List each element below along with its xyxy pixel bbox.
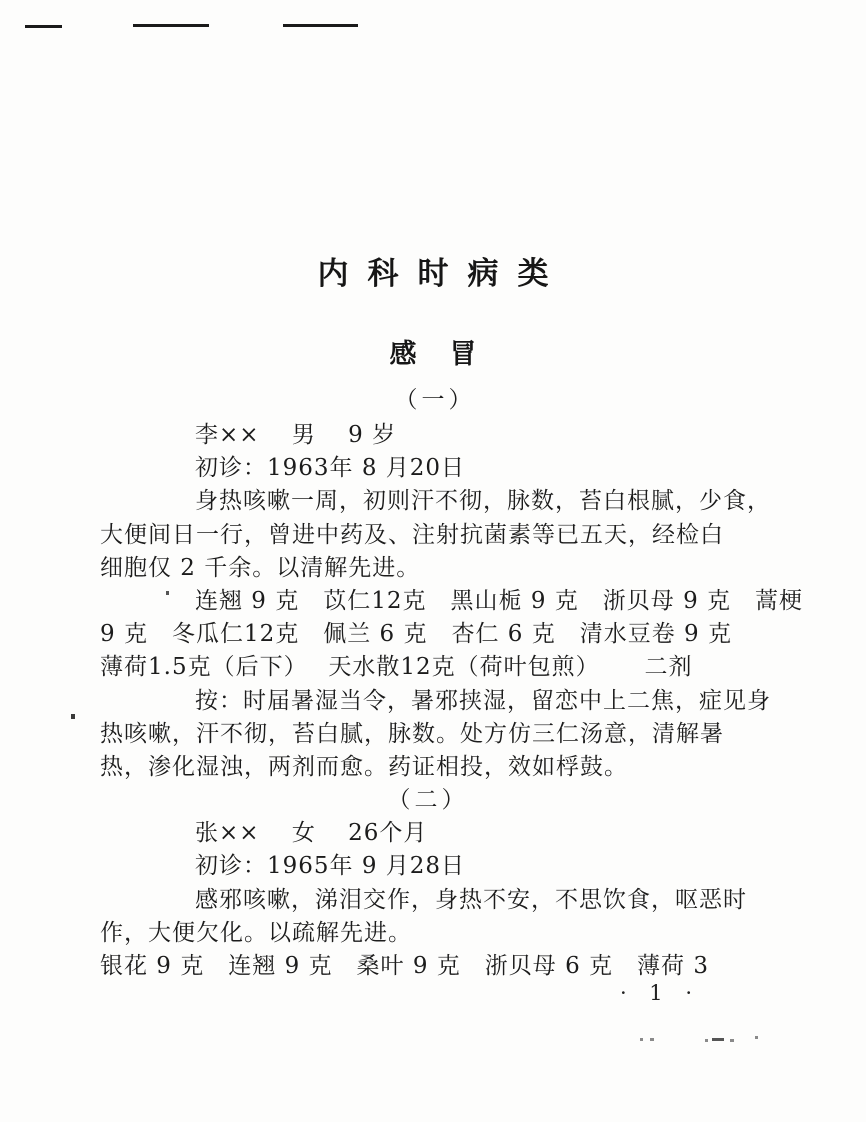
symptom-text-line: 细胞仅 2 千余。以清解先进。 [100, 554, 421, 581]
scan-speck [755, 1036, 758, 1039]
first-visit-date-line: 初诊：1965年 9 月28日 [195, 853, 466, 880]
prescription-line: 9 克 冬瓜仁12克 佩兰 6 克 杏仁 6 克 清水豆卷 9 克 [100, 621, 732, 648]
case-one-label: （一） [394, 387, 476, 413]
scan-speck [640, 1038, 643, 1041]
prescription-line: 薄荷1.5克（后下） 天水散12克（荷叶包煎） 二剂 [100, 654, 693, 681]
scan-speck [650, 1038, 654, 1041]
symptom-text-line: 作，大便欠化。以疏解先进。 [100, 919, 412, 946]
prescription-line: 银花 9 克 连翘 9 克 桑叶 9 克 浙贝母 6 克 薄荷 3 [100, 953, 709, 979]
section-heading: 感冒 [389, 339, 510, 370]
scan-speck [705, 1039, 708, 1042]
prescription-line: 连翘 9 克 苡仁12克 黑山栀 9 克 浙贝母 9 克 蒿梗 [195, 587, 804, 614]
body-text [100, 419, 804, 983]
patient-info-line: 李×× 男 9 岁 [195, 422, 397, 448]
symptom-text-line: 大便间日一行，曾进中药及、注射抗菌素等已五天，经检白 [100, 521, 724, 548]
first-visit-date-line: 初诊：1963年 8 月20日 [195, 455, 466, 482]
scan-speck [712, 1038, 724, 1041]
scan-artifact-bar [283, 24, 358, 27]
commentary-line: 热咳嗽，汗不彻，苔白腻，脉数。处方仿三仁汤意，清解暑 [100, 720, 724, 747]
symptom-text-line: 感邪咳嗽，涕泪交作，身热不安，不思饮食，呕恶时 [195, 886, 747, 913]
scan-artifact-bar [25, 25, 62, 28]
commentary-line: 按：时届暑湿当令，暑邪挟湿，留恋中上二焦，症见身 [195, 687, 771, 714]
patient-info-line: 张×× 女 26个月 [195, 820, 428, 847]
scan-speck [730, 1039, 734, 1042]
chapter-title: 内科时病类 [317, 256, 568, 292]
symptom-text-line: 身热咳嗽一周，初则汗不彻，脉数，苔白根腻，少食， [195, 488, 771, 515]
commentary-line: 热，渗化湿浊，两剂而愈。药证相投，效如桴鼓。 [100, 753, 628, 780]
case-two-label: （二） [387, 787, 469, 814]
scan-speck [71, 714, 75, 719]
page-number: · 1 · [619, 981, 700, 1005]
scan-artifact-bar [133, 24, 209, 27]
